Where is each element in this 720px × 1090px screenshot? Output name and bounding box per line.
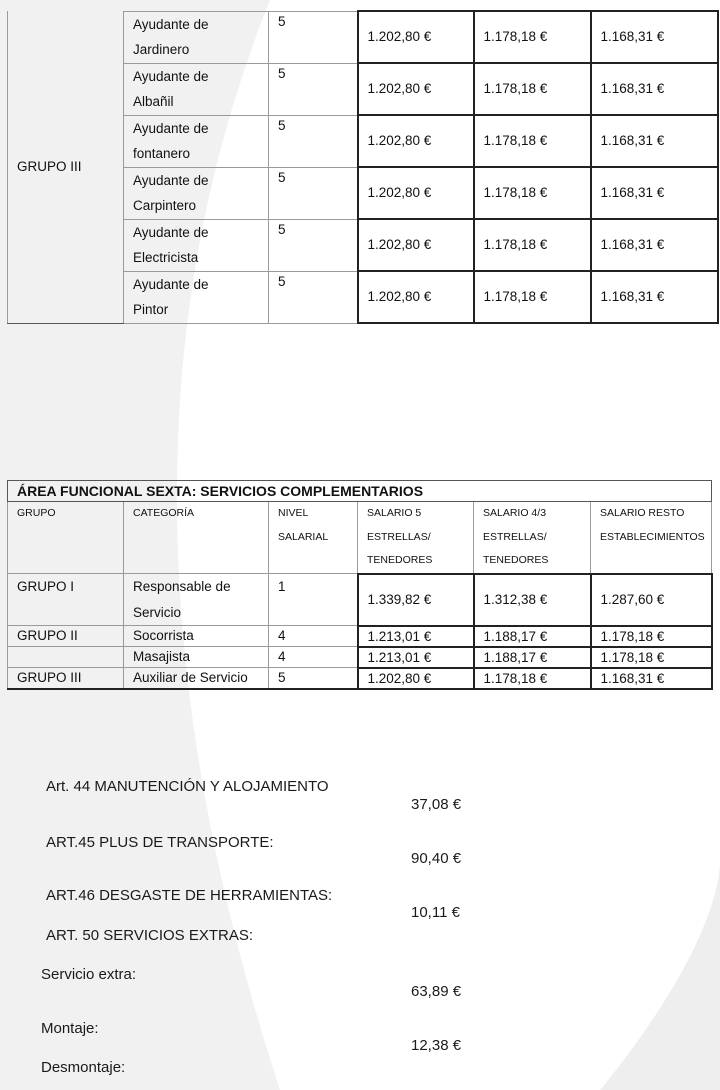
salary-5-cell: 1.213,01 € xyxy=(358,626,474,647)
salary-rest-cell: 1.178,18 € xyxy=(591,626,712,647)
salary-rest-cell: 1.168,31 € xyxy=(591,167,718,219)
category-cell: Ayudante de Carpintero xyxy=(124,167,269,219)
art44-value: 37,08 € xyxy=(411,796,462,813)
salary-rest-cell: 1.287,60 € xyxy=(591,574,712,626)
salary-rest-cell: 1.168,31 € xyxy=(591,11,718,63)
salary-43-cell: 1.178,18 € xyxy=(474,63,591,115)
table-row xyxy=(8,574,712,626)
category-cell: Ayudante de Jardinero xyxy=(124,11,269,63)
salary-43-cell: 1.178,18 € xyxy=(474,271,591,323)
level-cell: 5 xyxy=(269,271,358,323)
salary-rest-cell: 1.168,31 € xyxy=(591,219,718,271)
salary-5-cell: 1.202,80 € xyxy=(358,115,474,167)
table-row xyxy=(8,668,712,689)
table-title: ÁREA FUNCIONAL SEXTA: SERVICIOS COMPLEMENTARIOS xyxy=(8,481,712,502)
header-categoria: CATEGORÍA xyxy=(124,502,269,574)
level-cell: 4 xyxy=(269,647,358,668)
salary-5-cell: 1.202,80 € xyxy=(358,271,474,323)
level-cell: 5 xyxy=(269,11,358,63)
montaje-label: Montaje: xyxy=(41,1020,99,1037)
header-salario-5: SALARIO 5 ESTRELLAS/ TENEDORES xyxy=(358,502,474,574)
art46-value: 10,11 € xyxy=(411,904,460,921)
salary-5-cell: 1.202,80 € xyxy=(358,219,474,271)
category-cell: Ayudante de Albañil xyxy=(124,63,269,115)
level-cell: 5 xyxy=(269,219,358,271)
category-cell: Auxiliar de Servicio xyxy=(124,668,269,689)
salary-5-cell: 1.202,80 € xyxy=(358,63,474,115)
salary-5-cell: 1.213,01 € xyxy=(358,647,474,668)
table-title-row xyxy=(8,481,712,502)
salary-table-servicios-complementarios xyxy=(7,480,713,690)
group-cell: GRUPO I xyxy=(8,574,124,626)
level-cell: 4 xyxy=(269,626,358,647)
salary-5-cell: 1.339,82 € xyxy=(358,574,474,626)
table-row xyxy=(8,626,712,647)
desmontaje-label: Desmontaje: xyxy=(41,1059,126,1076)
extra-value: 63,89 € xyxy=(411,983,462,1000)
group-cell: GRUPO III xyxy=(8,668,124,689)
level-cell: 1 xyxy=(269,574,358,626)
category-cell: Ayudante de Pintor xyxy=(124,271,269,323)
art44-label: Art. 44 MANUTENCIÓN Y ALOJAMIENTO xyxy=(46,778,329,795)
category-cell: Masajista xyxy=(124,647,269,668)
header-salario-43: SALARIO 4/3 ESTRELLAS/ TENEDORES xyxy=(474,502,591,574)
level-cell: 5 xyxy=(269,167,358,219)
salary-43-cell: 1.178,18 € xyxy=(474,668,591,689)
table-row xyxy=(8,647,712,668)
table-row xyxy=(8,11,718,63)
salary-43-cell: 1.178,18 € xyxy=(474,115,591,167)
art50-label: ART. 50 SERVICIOS EXTRAS: xyxy=(46,927,254,944)
group-cell xyxy=(8,647,124,668)
header-grupo: GRUPO xyxy=(8,502,124,574)
salary-rest-cell: 1.168,31 € xyxy=(591,63,718,115)
salary-43-cell: 1.188,17 € xyxy=(474,647,591,668)
art45-value: 90,40 € xyxy=(411,850,462,867)
salary-43-cell: 1.178,18 € xyxy=(474,219,591,271)
salary-43-cell: 1.312,38 € xyxy=(474,574,591,626)
category-cell: Ayudante de fontanero xyxy=(124,115,269,167)
salary-43-cell: 1.188,17 € xyxy=(474,626,591,647)
category-cell: Responsable de Servicio xyxy=(124,574,269,626)
header-salario-resto: SALARIO RESTO ESTABLECIMIENTOS xyxy=(591,502,712,574)
salary-table-continuation xyxy=(7,10,719,324)
header-nivel: NIVEL SALARIAL xyxy=(269,502,358,574)
table-header-row xyxy=(8,502,712,574)
extra-label: Servicio extra: xyxy=(41,966,137,983)
group-cell: GRUPO II xyxy=(8,626,124,647)
salary-43-cell: 1.178,18 € xyxy=(474,11,591,63)
montaje-value: 12,38 € xyxy=(411,1037,462,1054)
level-cell: 5 xyxy=(269,63,358,115)
salary-5-cell: 1.202,80 € xyxy=(358,668,474,689)
art46-label: ART.46 DESGASTE DE HERRAMIENTAS: xyxy=(46,887,333,904)
salary-rest-cell: 1.168,31 € xyxy=(591,271,718,323)
category-cell: Ayudante de Electricista xyxy=(124,219,269,271)
salary-rest-cell: 1.168,31 € xyxy=(591,668,712,689)
salary-rest-cell: 1.178,18 € xyxy=(591,647,712,668)
salary-rest-cell: 1.168,31 € xyxy=(591,115,718,167)
art45-label: ART.45 PLUS DE TRANSPORTE: xyxy=(46,834,274,851)
level-cell: 5 xyxy=(269,668,358,689)
level-cell: 5 xyxy=(269,115,358,167)
group-cell: GRUPO III xyxy=(8,11,124,323)
salary-5-cell: 1.202,80 € xyxy=(358,167,474,219)
salary-5-cell: 1.202,80 € xyxy=(358,11,474,63)
salary-43-cell: 1.178,18 € xyxy=(474,167,591,219)
category-cell: Socorrista xyxy=(124,626,269,647)
